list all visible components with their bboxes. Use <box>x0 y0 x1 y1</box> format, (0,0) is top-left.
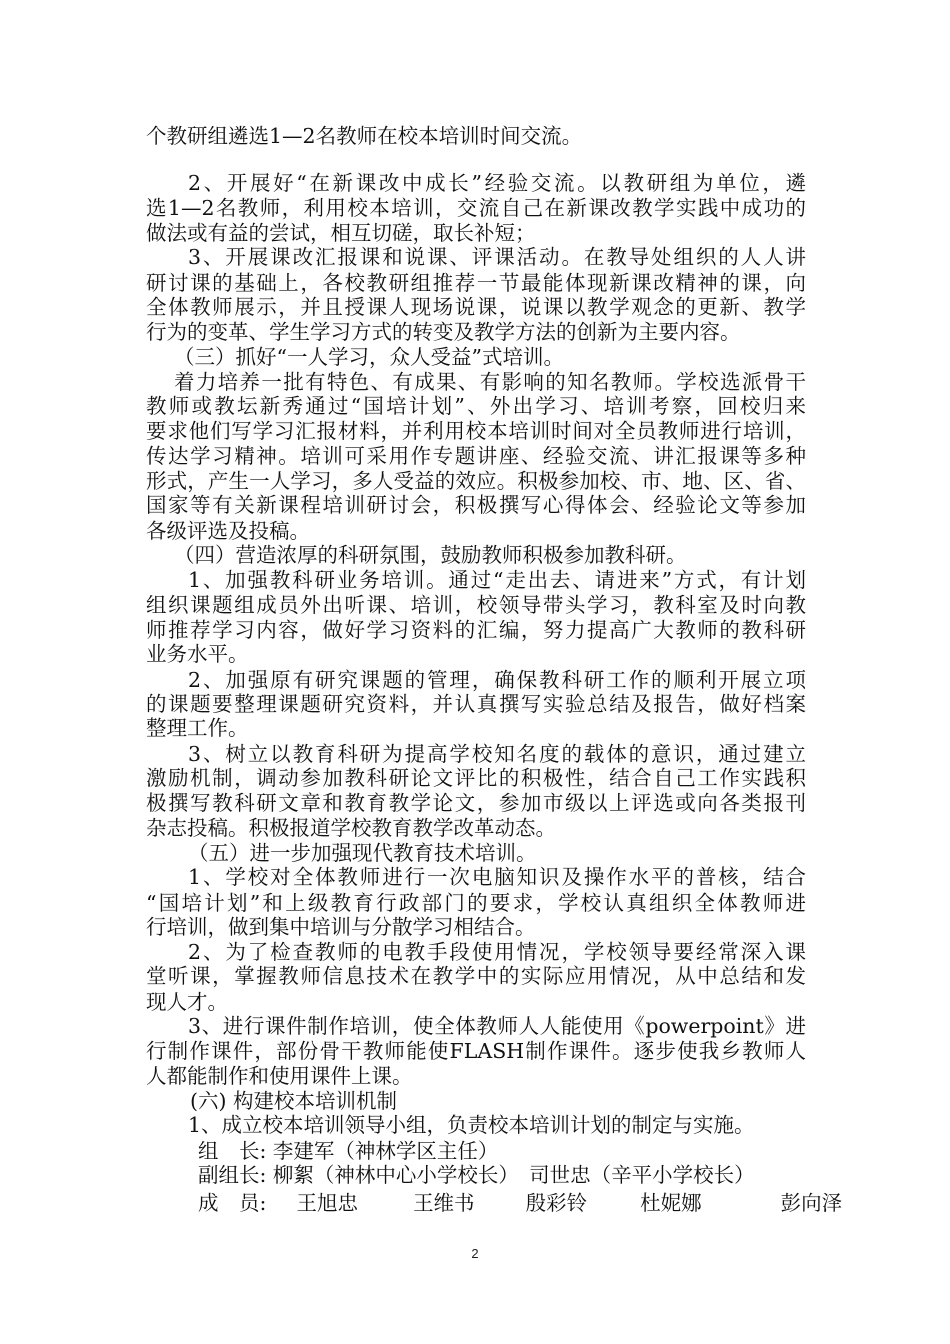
text-line: 行制作课件，部份骨干教师能使FLASH制作课件。逐步使我乡教师人 <box>146 1039 806 1063</box>
text-line: 组 长: 李建军（神林学区主任） <box>198 1139 499 1163</box>
text-line: 全体教师展示，并且授课人现场说课，说课以教学观念的更新、教学 <box>146 295 806 319</box>
text-line: 1、学校对全体教师进行一次电脑知识及操作水平的普核，结合 <box>188 865 806 889</box>
roster-member: 杜妮娜 <box>640 1191 702 1215</box>
text-line: (六) 构建校本培训机制 <box>190 1089 398 1113</box>
roster-member: 殷彩铃 <box>525 1191 588 1215</box>
text-line: 行为的变革、学生学习方式的转变及教学方法的创新为主要内容。 <box>146 320 741 344</box>
text-line: 着力培养一批有特色、有成果、有影响的知名教师。学校选派骨干 <box>174 370 806 394</box>
text-line: 3、进行课件制作培训，使全体教师人人能使用《powerpoint》进 <box>188 1014 806 1038</box>
text-line: 激励机制，调动参加教科研论文评比的积极性，结合自己工作实践积 <box>146 766 806 790</box>
text-line: 形式，产生一人学习，多人受益的效应。积极参加校、市、地、区、省、 <box>146 469 806 493</box>
text-line: “国培计划”和上级教育行政部门的要求，学校认真组织全体教师进 <box>146 891 806 915</box>
text-line: 2、开展好“在新课改中成长”经验交流。以教研组为单位，遴 <box>188 171 806 195</box>
text-line: 行培训，做到集中培训与分散学习相结合。 <box>146 915 536 939</box>
page-number: 2 <box>471 1246 479 1261</box>
text-line: 2、为了检查教师的电教手段使用情况，学校领导要经常深入课 <box>188 940 806 964</box>
text-line: 极撰写教科研文章和教育教学论文，参加市级以上评选或向各类报刊 <box>146 791 806 815</box>
text-line: （四）营造浓厚的科研氛围，鼓励教师积极参加教科研。 <box>174 543 687 567</box>
text-line: 各级评选及投稿。 <box>146 519 310 543</box>
text-line: （五）进一步加强现代教育技术培训。 <box>188 841 537 865</box>
text-line: 业务水平。 <box>146 642 249 666</box>
text-line: 1、成立校本培训领导小组，负责校本培训计划的制定与实施。 <box>188 1113 755 1137</box>
text-line: 杂志投稿。积极报道学校教育教学改革动态。 <box>146 816 556 840</box>
member-roster <box>146 1189 843 1217</box>
roster-member: 王旭忠 <box>296 1191 359 1215</box>
roster-label: 成 员: <box>198 1191 267 1215</box>
text-line: 3、树立以教育科研为提高学校知名度的载体的意识，通过建立 <box>188 742 806 766</box>
text-line: 整理工作。 <box>146 716 249 740</box>
text-line: 研讨课的基础上，各校教研组推荐一节最能体现新课改精神的课，向 <box>146 271 806 295</box>
text-line: 的课题要整理课题研究资料，并认真撰写实验总结及报告，做好档案 <box>146 692 806 716</box>
text-line: 3、开展课改汇报课和说课、评课活动。在教导处组织的人人讲 <box>188 245 806 269</box>
text-line: 人都能制作和使用课件上课。 <box>146 1064 413 1088</box>
text-line: 做法或有益的尝试，相互切磋，取长补短； <box>146 221 536 245</box>
text-line: 现人才。 <box>146 990 228 1014</box>
text-line: 选1—2名教师，利用校本培训，交流自己在新课改教学实践中成功的 <box>146 196 806 220</box>
text-line: 国家等有关新课程培训研讨会，积极撰写心得体会、经验论文等参加 <box>146 493 806 517</box>
text-line: 个教研组遴选1—2名教师在校本培训时间交流。 <box>146 124 583 148</box>
text-line: （三）抓好“一人学习，众人受益”式培训。 <box>174 345 564 369</box>
text-line: 教师或教坛新秀通过“国培计划”、外出学习、培训考察，回校归来 <box>146 394 806 418</box>
text-line: 要求他们写学习汇报材料，并利用校本培训时间对全员教师进行培训， <box>146 419 806 443</box>
text-line: 传达学习精神。培训可采用作专题讲座、经验交流、讲汇报课等多种 <box>146 444 806 468</box>
text-line: 1、加强教科研业务培训。通过“走出去、请进来”方式，有计划 <box>188 568 806 592</box>
roster-member: 王维书 <box>413 1191 475 1215</box>
text-line: 组织课题组成员外出听课、培训，校领导带头学习，教科室及时向教 <box>146 593 806 617</box>
text-line: 副组长: 柳絮（神林中心小学校长） 司世忠（辛平小学校长） <box>198 1163 755 1187</box>
text-line: 2、加强原有研究课题的管理，确保教科研工作的顺利开展立项 <box>188 668 806 692</box>
roster-member: 彭向泽 <box>780 1191 843 1215</box>
text-line: 师推荐学习内容，做好学习资料的汇编，努力提高广大教师的教科研 <box>146 618 806 642</box>
text-line: 堂听课，掌握教师信息技术在教学中的实际应用情况，从中总结和发 <box>146 964 806 988</box>
